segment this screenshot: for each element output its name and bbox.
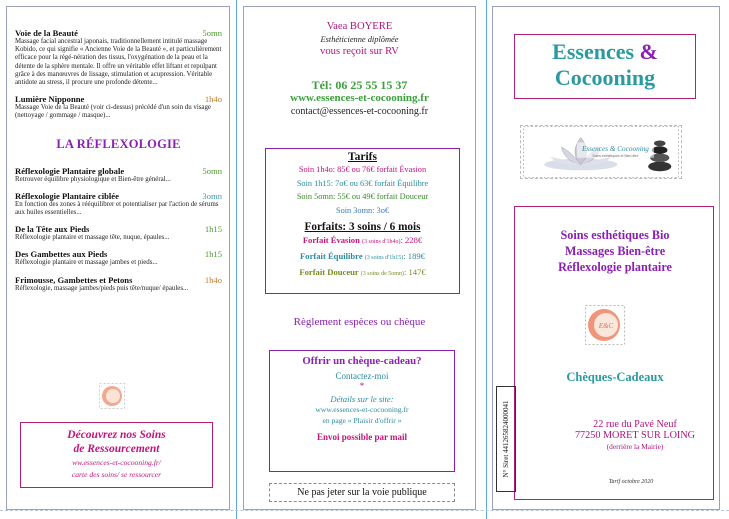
service-description: Réflexologie, massage jambes/pieds puis tête/nuque/ épaules... xyxy=(15,284,189,292)
address-city: 77250 MORET SUR LOING xyxy=(574,430,696,441)
service-description: Retrouver équilibre physiologique et Bien-être général... xyxy=(15,175,171,183)
gift-details: Détails sur le site: xyxy=(330,394,394,404)
service-description: En fonction des zones à rééquilibrer et potentialiser par l'action de sérums aux huiles essentielles... xyxy=(15,200,219,217)
discover-box xyxy=(20,422,213,488)
service-description: Massage Voie de la Beauté (voir ci-dessus) précédé d'un soin du visage (nettoyage / gommage / masque)... xyxy=(15,104,211,120)
initials-logo-icon xyxy=(585,305,625,345)
services-cover-box xyxy=(514,206,714,500)
gift-site-link[interactable]: www.essences-et-cocooning.fr xyxy=(315,405,409,414)
initials-text: E&C xyxy=(598,322,614,330)
discover-link[interactable]: ww.essences-et-cocooning.fr/ xyxy=(72,458,161,467)
email-link[interactable]: contact@essences-et-cocooning.fr xyxy=(290,106,429,117)
practitioner-name: Vaea BOYERE xyxy=(326,21,393,32)
siret-number: N° Siret 441265824000041 xyxy=(502,400,510,478)
price-line: Soin 5omn: 55€ ou 49€ forfait Douceur xyxy=(296,192,429,201)
service-item xyxy=(15,191,222,217)
website-link[interactable]: www.essences-et-cocooning.fr xyxy=(290,92,429,104)
brand-line-1 xyxy=(515,39,695,65)
price-line: Soin 1h4o: 85€ ou 76€ forfait Évasion xyxy=(298,165,427,174)
service-name: Frimousse, Gambettes et Petons xyxy=(15,274,133,285)
gift-card-box xyxy=(269,350,455,472)
price-line: Soin 3omn: 3o€ xyxy=(335,205,389,215)
service-duration: 1h4o xyxy=(204,274,222,285)
package-name: Forfait Douceur xyxy=(299,267,359,277)
package-line xyxy=(266,265,459,281)
discover-title-2: de Ressourcement xyxy=(73,443,160,455)
package-line xyxy=(266,249,459,265)
lotus-logo-icon xyxy=(520,125,682,179)
brand-line-2: Cocooning xyxy=(554,65,656,90)
siret-box xyxy=(496,386,516,492)
service-description: Massage facial ancestral japonais, traditionnellement intitulé massage Kobido, ce qui signifie « Ancienne Voie de la Beauté », et particulièrement efficace pour la régé-nération des tissus, l'oxygénation de la peau et la détente de la sphère mentale. Il offre un véritable effet liftant et repulpant grâce à des manœuvres de lissage, stimulation et acupression. Véritable antidote au stress, il procure une profonde détente... xyxy=(15,38,222,87)
cover-service-1: Soins esthétiques Bio xyxy=(560,228,670,242)
package-detail: (3 soins d'1h4o) xyxy=(362,239,401,245)
gift-page: en page « Plaisir d'offrir » xyxy=(322,416,402,425)
service-duration: 1h15 xyxy=(204,224,222,235)
package-detail: (3 soins de 5omn) xyxy=(360,271,404,277)
address xyxy=(555,419,715,452)
practitioner-title: Esthéticienne diplômée xyxy=(320,35,399,44)
gift-title: Offrir un chèque-cadeau? xyxy=(302,355,422,367)
phone-number[interactable]: Tél: 06 25 55 15 37 xyxy=(311,78,408,92)
service-item xyxy=(15,28,222,87)
disposal-notice: Ne pas jeter sur la voie publique xyxy=(269,483,455,502)
package-price: : 189€ xyxy=(403,251,425,261)
service-description: Réflexologie plantaire et massage jambes et pieds... xyxy=(15,259,158,267)
package-line xyxy=(266,233,459,249)
address-street: 22 rue du Pavé Neuf xyxy=(593,419,677,430)
payment-text: Règlement espèces ou chèque xyxy=(293,316,426,328)
fold-guide-1 xyxy=(236,0,237,519)
package-name: Forfait Évasion xyxy=(302,235,360,245)
contact-column xyxy=(243,0,476,519)
cover-column xyxy=(492,0,729,519)
gift-contact: Contactez-moi xyxy=(335,371,389,381)
service-duration: 1h15 xyxy=(204,249,222,260)
lotus-logo-text: Essences & Cocooning xyxy=(581,145,649,154)
brand-word-1: Essences xyxy=(552,39,635,64)
service-item xyxy=(15,224,222,242)
service-duration: 5omn xyxy=(202,28,222,38)
gift-mail-text: Envoi possible par mail xyxy=(316,432,408,442)
package-price: : 147€ xyxy=(403,267,426,277)
fold-guide-2 xyxy=(486,0,487,519)
services-column xyxy=(15,28,222,300)
package-name: Forfait Équilibre xyxy=(300,251,363,261)
service-description: Réflexologie plantaire et massage tête, nuque, épaules... xyxy=(15,234,170,242)
price-line: Soin 1h15: 7o€ ou 63€ forfait Équilibre xyxy=(296,178,429,188)
gift-cards-heading: Chèques-Cadeaux xyxy=(566,370,664,384)
address-note: (derrière la Mairie) xyxy=(606,442,664,451)
service-name: Réflexologie Plantaire globale xyxy=(15,165,125,176)
reflexology-heading: LA RÉFLEXOLOGIE xyxy=(56,136,181,151)
brand-box xyxy=(514,34,696,99)
service-name: Voie de la Beauté xyxy=(15,28,78,38)
service-name: Lumière Nipponne xyxy=(15,94,85,105)
service-name: Réflexologie Plantaire ciblée xyxy=(15,190,119,201)
cover-services xyxy=(515,227,715,275)
service-duration: 3omn xyxy=(202,190,222,201)
brand-ampersand: & xyxy=(639,39,658,64)
tariff-date: Tarif octobre 2020 xyxy=(608,479,654,485)
cover-service-2: Massages Bien-être xyxy=(564,244,666,258)
service-duration: 5omn xyxy=(202,165,222,176)
package-title: Forfaits: 3 soins / 6 mois xyxy=(304,221,421,233)
pricing-box xyxy=(265,148,460,294)
service-item xyxy=(15,275,222,293)
service-item xyxy=(15,249,222,267)
service-name: De la Tête aux Pieds xyxy=(15,224,90,235)
service-item xyxy=(15,94,222,120)
gift-star: * xyxy=(359,381,365,391)
discover-title-1: Découvrez nos Soins xyxy=(67,429,166,441)
discover-link-path[interactable]: carte des soins/ se ressourcer xyxy=(71,470,162,479)
cover-service-3: Réflexologie plantaire xyxy=(558,260,672,274)
service-duration: 1h4o xyxy=(204,94,222,105)
service-item xyxy=(15,166,222,184)
package-price: : 228€ xyxy=(400,235,423,245)
pricing-title: Tarifs xyxy=(348,151,377,163)
lotus-logo-subtext: Soins esthétiques et Bien-être xyxy=(592,153,639,158)
package-detail: (3 soins d'1h15) xyxy=(364,255,404,261)
small-logo-icon xyxy=(99,383,125,409)
service-name: Des Gambettes aux Pieds xyxy=(15,249,108,260)
appointment-text: vous reçoit sur RV xyxy=(320,46,399,57)
